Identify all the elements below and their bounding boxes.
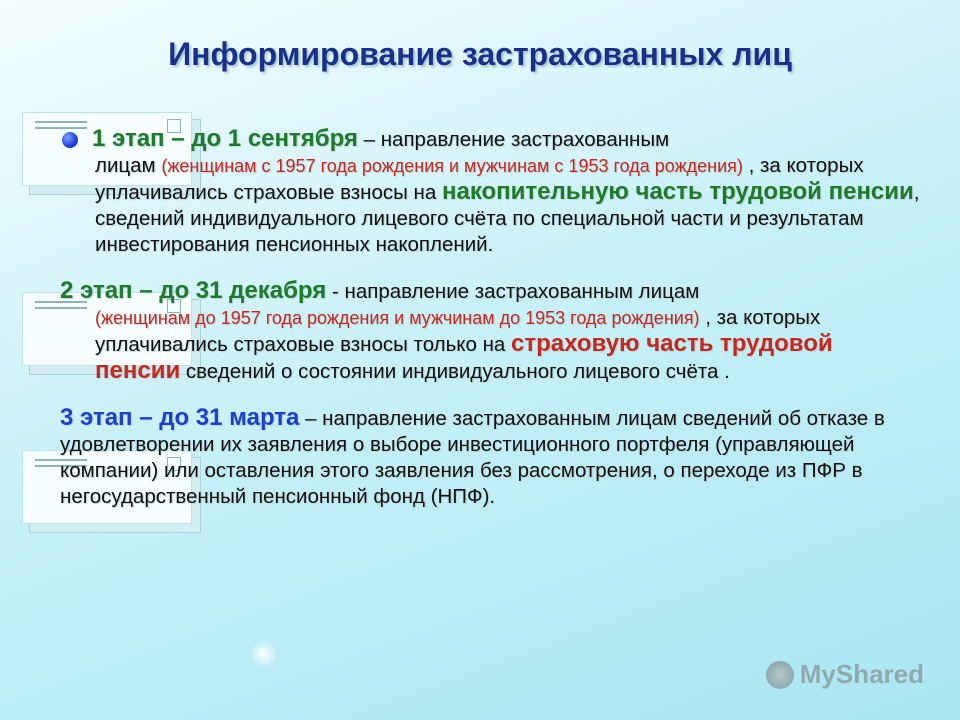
stage-2: 2 этап – до 31 декабря - направление застрахованным лицам (женщинам до 1957 года рождения и мужчинам до 1953 года рождения) , за которых уплачивались страховые взносы только на страховую часть трудовой пенсии сведений о состоянии индивидуального лицевого счёта . (60, 277, 833, 384)
watermark-logo: MyShared (766, 659, 924, 690)
decorative-sparkle (250, 640, 278, 668)
page-title: Информирование застрахованных лиц (168, 36, 792, 72)
stage-1-label: 1 этап – до 1 сентября (92, 125, 358, 152)
stage-1-text: направление застрахованным (380, 128, 670, 151)
stage-2-text: - направление застрахованным лицам (326, 280, 700, 303)
myshared-logo-icon (766, 661, 794, 689)
stage-1-emphasis: накопительную часть трудовой пенсии (441, 178, 914, 205)
main-content (60, 126, 920, 530)
stage-1: 1 этап – до 1 сентября – направление застрахованным лицам (женщинам с 1957 года рождения и мужчинам с 1953 года рождения) , за которых уплачивались страховые взносы на накопительную часть трудовой пенсии, сведений индивидуального лицевого счёта по специальной части и результатам инвестирования пенсионных накоплений. (60, 126, 920, 258)
stage-1-note: (женщинам с 1957 года рождения и мужчинам с 1953 года рождения) (161, 156, 743, 176)
stage-3-label: 3 этап – до 31 марта (60, 404, 300, 431)
stage-3-text: – направление застрахованным лицам сведений об отказе в удовлетворении их заявления о выборе инвестиционного портфеля (управляющей компании) или оставления этого заявления без рассмотрения, о переходе из ПФР в негосударственный пенсионный фонд (НПФ). (60, 407, 885, 508)
stage-2-label: 2 этап – до 31 декабря (60, 277, 327, 304)
bullet-icon (62, 132, 78, 148)
stage-2-note: (женщинам до 1957 года рождения и мужчинам до 1953 года рождения) (95, 308, 700, 328)
stage-3 (60, 405, 920, 510)
stage-2-emphasis: страховую часть трудовой пенсии (95, 330, 833, 384)
